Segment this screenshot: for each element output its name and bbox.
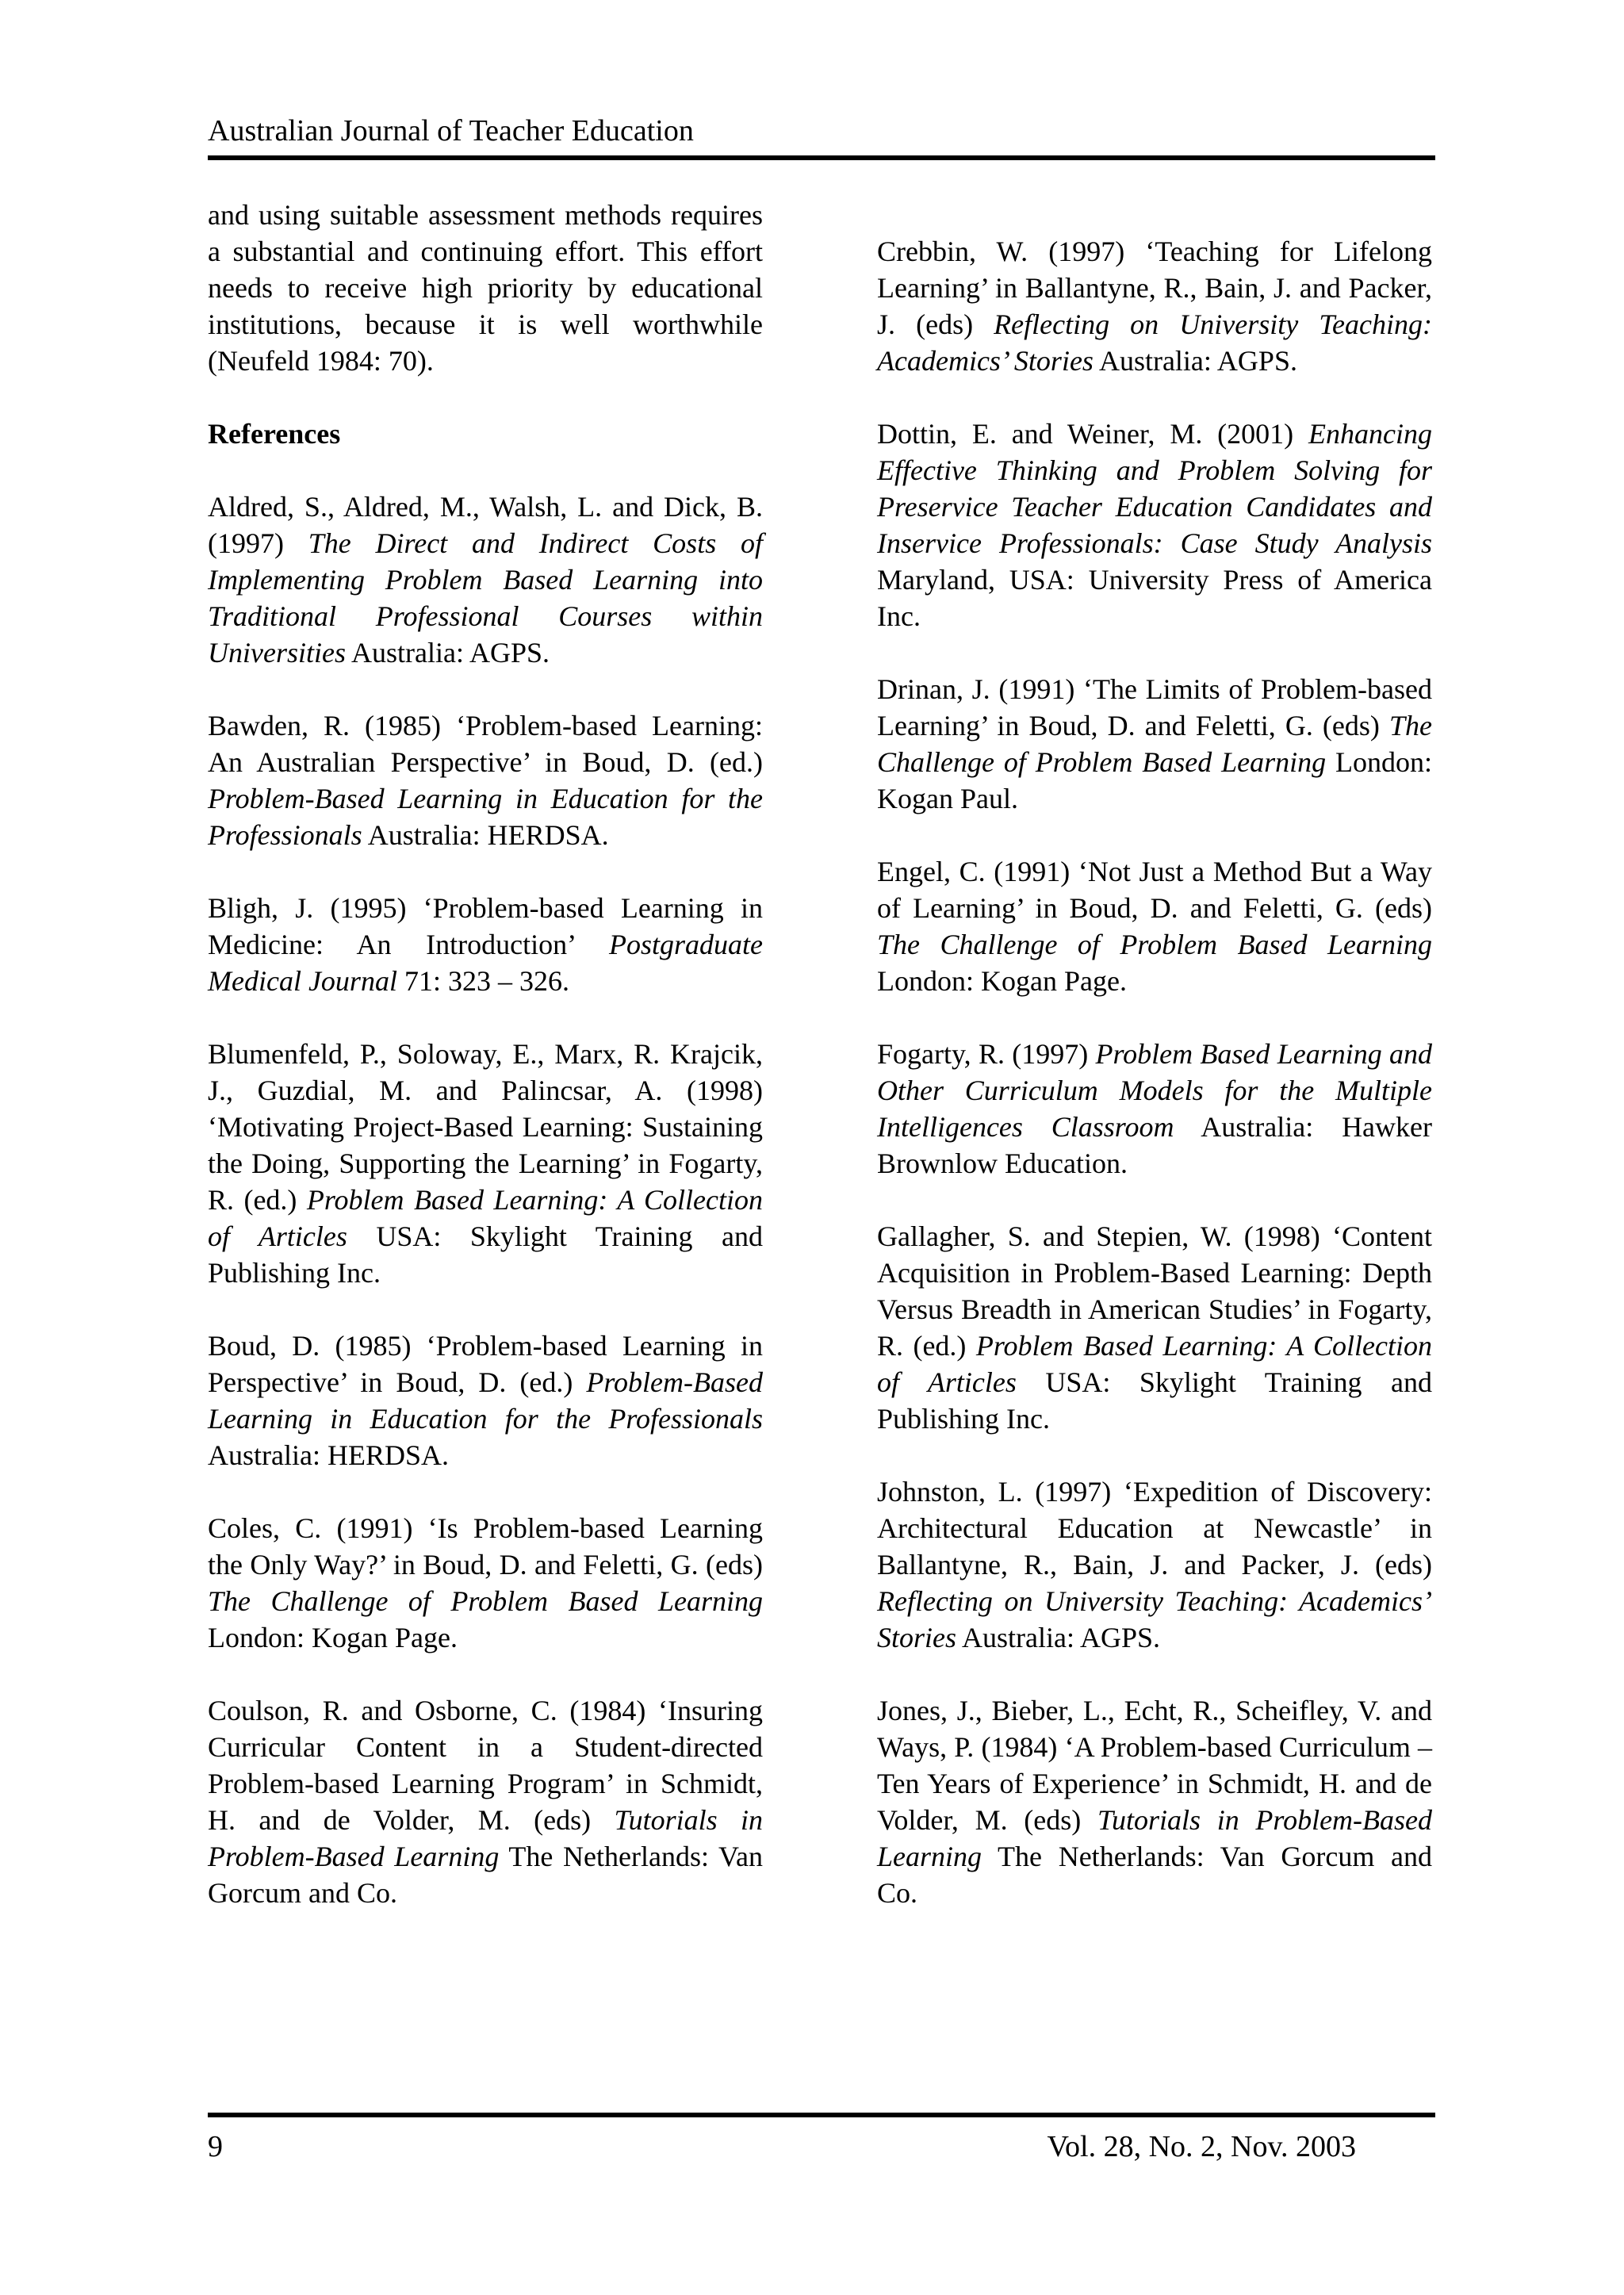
- journal-title: Australian Journal of Teacher Education: [208, 114, 694, 148]
- reference-entry: Fogarty, R. (1997) Problem Based Learning and Other Curriculum Models for the Multiple Intelligences Classroom Australia: Hawker Brownlow Education.: [877, 1038, 1433, 1179]
- references-heading: References: [208, 418, 341, 450]
- reference-entry: Crebbin, W. (1997) ‘Teaching for Lifelong Learning’ in Ballantyne, R., Bain, J. and Packer, J. (eds) Reflecting on University Teaching: Academics’ Stories Australia: AGPS.: [877, 236, 1432, 377]
- reference-entry: Aldred, S., Aldred, M., Walsh, L. and Dick, B. (1997) The Direct and Indirect Costs of Implementing Problem Based Learning into Traditional Professional Courses within Universities Australia: AGPS.: [208, 491, 763, 669]
- reference-entry: Gallagher, S. and Stepien, W. (1998) ‘Content Acquisition in Problem-Based Learning: Depth Versus Breadth in American Studies’ in Fogarty, R. (ed.) Problem Based Learning: A Collection of Articles USA: Skylight Training and Publishing Inc.: [877, 1220, 1433, 1435]
- page-header: [208, 113, 1435, 160]
- reference-entry: Engel, C. (1991) ‘Not Just a Method But a Way of Learning’ in Boud, D. and Feletti, G. (eds) The Challenge of Problem Based Learning London: Kogan Page.: [877, 856, 1432, 997]
- reference-entry: Boud, D. (1985) ‘Problem-based Learning in Perspective’ in Boud, D. (ed.) Problem-Based Learning in Education for the Professionals Australia: HERDSA.: [208, 1330, 763, 1471]
- reference-entry: Johnston, L. (1997) ‘Expedition of Discovery: Architectural Education at Newcastle’ in Ballantyne, R., Bain, J. and Packer, J. (eds) Reflecting on University Teaching: Academics’ Stories Australia: AGPS.: [877, 1476, 1432, 1653]
- page-footer: [208, 2113, 1435, 2168]
- volume-info: Vol. 28, No. 2, Nov. 2003: [1047, 2130, 1356, 2163]
- reference-entry: Bawden, R. (1985) ‘Problem-based Learning: An Australian Perspective’ in Boud, D. (ed.) Problem-Based Learning in Education for the Professionals Australia: HERDSA.: [208, 710, 763, 851]
- reference-entry: Coles, C. (1991) ‘Is Problem-based Learning the Only Way?’ in Boud, D. and Feletti, G. (eds) The Challenge of Problem Based Learning London: Kogan Page.: [208, 1512, 763, 1653]
- right-column: [877, 233, 1432, 1948]
- page-number: 9: [208, 2130, 223, 2163]
- left-column: [208, 197, 763, 1948]
- left-reference-list: [208, 489, 763, 1911]
- reference-entry: Blumenfeld, P., Soloway, E., Marx, R. Krajcik, J., Guzdial, M. and Palincsar, A. (1998) ‘Motivating Project-Based Learning: Sustaining the Doing, Supporting the Learning’ in Fogarty, R. (ed.) Problem Based Learning: A Collection of Articles USA: Skylight Training and Publishing Inc.: [208, 1038, 764, 1289]
- reference-entry: Jones, J., Bieber, L., Echt, R., Scheifley, V. and Ways, P. (1984) ‘A Problem-based Curriculum – Ten Years of Experience’ in Schmidt, H. and de Volder, M. (eds) Tutorials in Problem-Based Learning The Netherlands: Van Gorcum and Co.: [877, 1695, 1433, 1909]
- reference-entry: Dottin, E. and Weiner, M. (2001) Enhancing Effective Thinking and Problem Solving for Preservice Teacher Education Candidates and Inservice Professionals: Case Study Analysis Maryland, USA: University Press of America Inc.: [877, 418, 1432, 632]
- reference-entry: Bligh, J. (1995) ‘Problem-based Learning in Medicine: An Introduction’ Postgraduate Medical Journal 71: 323 – 326.: [208, 892, 763, 997]
- intro-paragraph: and using suitable assessment methods requires a substantial and continuing effort. This effort needs to receive high priority by educational institutions, because it is well worthwhile (Neufeld 1984: 70).: [208, 199, 763, 377]
- reference-entry: Coulson, R. and Osborne, C. (1984) ‘Insuring Curricular Content in a Student-directed Problem-based Learning Program’ in Schmidt, H. and de Volder, M. (eds) Tutorials in Problem-Based Learning The Netherlands: Van Gorcum and Co.: [208, 1695, 764, 1909]
- reference-entry: Drinan, J. (1991) ‘The Limits of Problem-based Learning’ in Boud, D. and Feletti, G. (eds) The Challenge of Problem Based Learning London: Kogan Paul.: [877, 673, 1432, 814]
- right-reference-list: [877, 233, 1432, 1911]
